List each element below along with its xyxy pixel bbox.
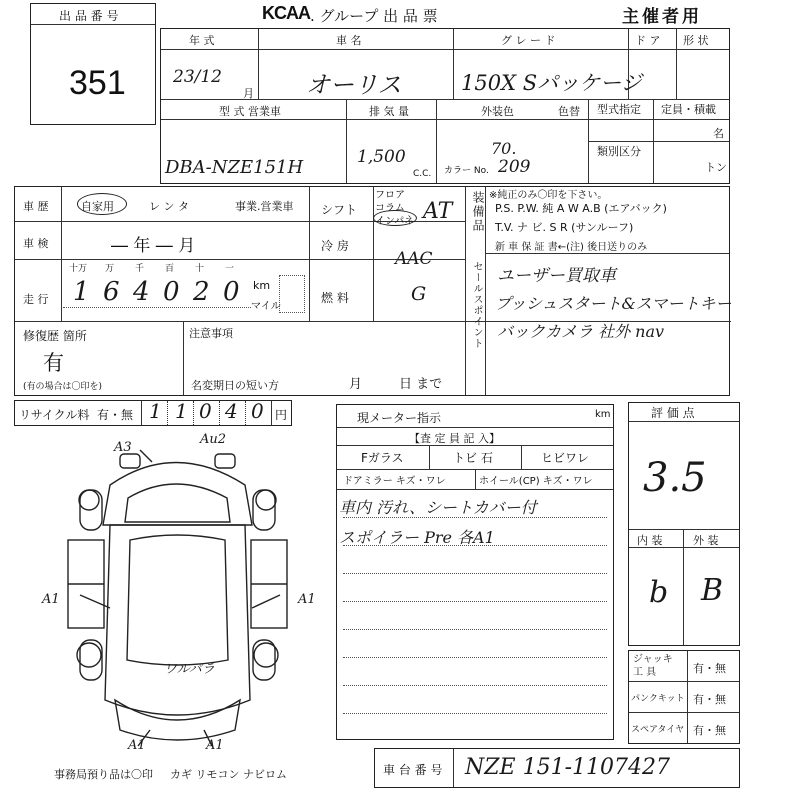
car-name-label: 車 名 — [336, 34, 362, 47]
digit-label-1k: 千 — [135, 264, 145, 274]
year-label: 年 式 — [189, 34, 215, 47]
shift-value: AT — [423, 199, 453, 224]
recycle-digit-4: 4 — [225, 399, 238, 423]
lot-number-box — [30, 3, 156, 125]
interior-label: 内 装 — [637, 534, 663, 547]
damage-mark-rear-panel: ワルパラ — [164, 662, 215, 677]
mileage-unit-km: km — [253, 279, 271, 292]
mileage-digit-2: 6 — [103, 277, 120, 307]
history-private: 自家用 — [81, 200, 114, 213]
inspector-notes-box — [336, 404, 614, 740]
equipment-note: ※純正のみ〇印を下さい。 — [489, 190, 608, 201]
mirror-label: ドアミラー キズ・ワレ — [343, 476, 446, 487]
digit-label-10k: 万 — [105, 264, 115, 274]
recycle-box — [14, 400, 292, 426]
damage-mark-rear-left: A1 — [128, 738, 146, 753]
car-damage-diagram — [40, 430, 320, 765]
lot-number: 351 — [69, 64, 126, 102]
copy-label: 主催者用 — [622, 7, 702, 27]
notes-title: 【査 定 員 記 入】 — [409, 432, 500, 445]
wheel-label: ホイール(CP) キズ・ワレ — [479, 476, 593, 487]
capacity-unit-persons: 名 — [713, 127, 724, 140]
door-label: ド ア — [635, 34, 661, 47]
score-value: 3.5 — [643, 455, 707, 501]
name-change-day: 日 まで — [399, 377, 443, 392]
type-designation-label: 型式指定 — [597, 103, 641, 116]
history-private-circle — [77, 193, 127, 215]
exterior-color-label: 外装色 — [481, 105, 514, 118]
recycle-digit-1: 1 — [149, 399, 162, 423]
tools-jack-value: 有・無 — [693, 662, 726, 675]
name-change-month: 月 — [349, 377, 363, 392]
score-label: 評 価 点 — [651, 406, 695, 420]
displacement-label: 排 気 量 — [369, 105, 409, 118]
meter-label: 現メーター指示 — [357, 411, 442, 425]
tools-spare-label: スペアタイヤ — [631, 725, 685, 735]
grade-value: 150X Sパッケージ — [461, 71, 642, 95]
mileage-label: 走 行 — [23, 293, 49, 306]
history-commercial: 事業.営業車 — [235, 200, 294, 213]
damage-mark-left: A1 — [42, 592, 60, 607]
displacement-value: 1,500 — [357, 147, 406, 167]
group-title: . グループ 出 品 票 — [310, 7, 438, 25]
interior-value: b — [649, 575, 669, 610]
digit-label-1: 一 — [225, 264, 235, 274]
chip-label: トビ 石 — [453, 451, 493, 465]
repair-label: 修復歴 箇所 — [23, 329, 87, 343]
shift-column: コラム — [375, 203, 405, 214]
color-change-label: 色替 — [558, 105, 580, 118]
meter-unit: km — [595, 409, 611, 420]
recycle-label: リサイクル料 — [19, 408, 90, 422]
chassis-value: NZE 151-1107427 — [465, 755, 670, 780]
year-value: 23/12 — [173, 67, 222, 87]
fuel-value: G — [411, 283, 427, 305]
glass-label: Fガラス — [361, 451, 404, 465]
equipment-line-2: T.V. ナ ビ. S R (サンルーフ) — [495, 221, 634, 234]
equipment-line-1: P.S. P.W. 純 A W A.B (エアバック) — [495, 202, 667, 215]
lot-number-label: 出 品 番 号 — [59, 9, 119, 23]
shift-label: シフト — [321, 203, 358, 217]
brand-logo: KCAA — [262, 3, 310, 23]
month-unit: 月 — [243, 87, 254, 100]
repair-note: (有の場合は〇印を) — [23, 382, 103, 392]
shift-panel-circle — [373, 210, 417, 226]
shape-label: 形 状 — [683, 34, 709, 47]
damage-mark-front: Au2 — [200, 432, 227, 447]
tools-spare-value: 有・無 — [693, 724, 726, 737]
mileage-digit-6: 0 — [223, 277, 240, 307]
mileage-digit-1: 1 — [73, 277, 90, 307]
sales-point-1: ユーザー買取車 — [497, 266, 616, 286]
model-label: 型 式 営業車 — [219, 105, 281, 118]
vehicle-info-table — [160, 28, 730, 184]
tools-jack-label: ジャッキ 工 具 — [633, 654, 673, 678]
office-items-list: カギ リモコン ナビロム — [170, 768, 287, 781]
tools-puncture-label: パンクキット — [631, 694, 685, 704]
tools-puncture-value: 有・無 — [693, 693, 726, 706]
sales-point-3: バックカメラ 社外 nav — [497, 322, 665, 341]
digit-label-100k: 十万 — [69, 264, 88, 274]
color-number-value: 209 — [498, 157, 531, 177]
ac-label: 冷 房 — [321, 239, 349, 253]
crack-label: ヒビワレ — [541, 451, 590, 465]
mileage-unit-mile: マイル — [251, 301, 281, 312]
mileage-checkbox — [279, 275, 305, 313]
exterior-label: 外 装 — [693, 534, 719, 547]
name-change-label: 名変期日の短い方 — [191, 379, 279, 392]
fuel-label: 燃 料 — [321, 291, 349, 305]
history-table — [14, 186, 730, 396]
damage-mark-rear-right: A1 — [206, 738, 224, 753]
recycle-options: 有・無 — [97, 408, 134, 422]
capacity-unit-tons: トン — [705, 161, 727, 174]
sales-points-label: セールスポイント — [471, 261, 482, 349]
displacement-unit: C.C. — [413, 169, 432, 179]
mileage-digit-5: 2 — [193, 277, 210, 307]
recycle-digit-5: 0 — [251, 399, 264, 423]
equipment-line-3: 新 車 保 証 書←(注) 後日送りのみ — [495, 242, 648, 253]
ac-value: AAC — [395, 249, 433, 269]
notice-label: 注意事項 — [189, 327, 233, 340]
history-label: 車 歴 — [23, 200, 49, 213]
shift-panel: インパネ — [375, 216, 415, 227]
inspector-note-2: スポイラー Pre 各A1 — [339, 528, 495, 547]
mileage-digits — [63, 261, 253, 321]
capacity-label: 定員・積載 — [661, 103, 716, 116]
recycle-unit: 円 — [275, 408, 288, 422]
score-box — [628, 402, 740, 646]
office-items-note: 事務局預り品は〇印 — [54, 768, 153, 781]
chassis-label: 車 台 番 号 — [383, 763, 443, 777]
shift-floor: フロア — [375, 190, 405, 201]
inspector-note-1: 車内 汚れ、シートカバー付 — [339, 498, 537, 517]
digit-label-10: 十 — [195, 264, 205, 274]
mileage-digit-4: 0 — [163, 277, 180, 307]
inspection-value: ― 年 ― 月 — [111, 236, 196, 256]
damage-mark-right: A1 — [298, 592, 316, 607]
tools-box — [628, 650, 740, 744]
recycle-digit-2: 1 — [175, 399, 188, 423]
mileage-digit-3: 4 — [133, 277, 150, 307]
exterior-color-value: 70. — [491, 139, 517, 158]
history-rental: レ ン タ — [149, 200, 189, 213]
category-label: 類別区分 — [597, 145, 641, 158]
color-number-label: カラー No. — [444, 166, 489, 176]
car-name-value: オーリス — [306, 71, 402, 99]
digit-label-100: 百 — [165, 264, 175, 274]
exterior-value: B — [701, 573, 724, 608]
repair-value: 有 — [43, 351, 64, 375]
equipment-label: 装備品 — [471, 191, 485, 233]
sales-point-2: プッシュスタート&スマートキー — [495, 294, 732, 313]
damage-mark-front-left: A3 — [114, 440, 132, 455]
recycle-digit-3: 0 — [199, 399, 212, 423]
inspection-label: 車 検 — [23, 237, 49, 250]
chassis-box — [374, 748, 740, 788]
grade-label: グ レ ー ド — [501, 34, 556, 47]
model-value: DBA-NZE151H — [165, 157, 304, 178]
